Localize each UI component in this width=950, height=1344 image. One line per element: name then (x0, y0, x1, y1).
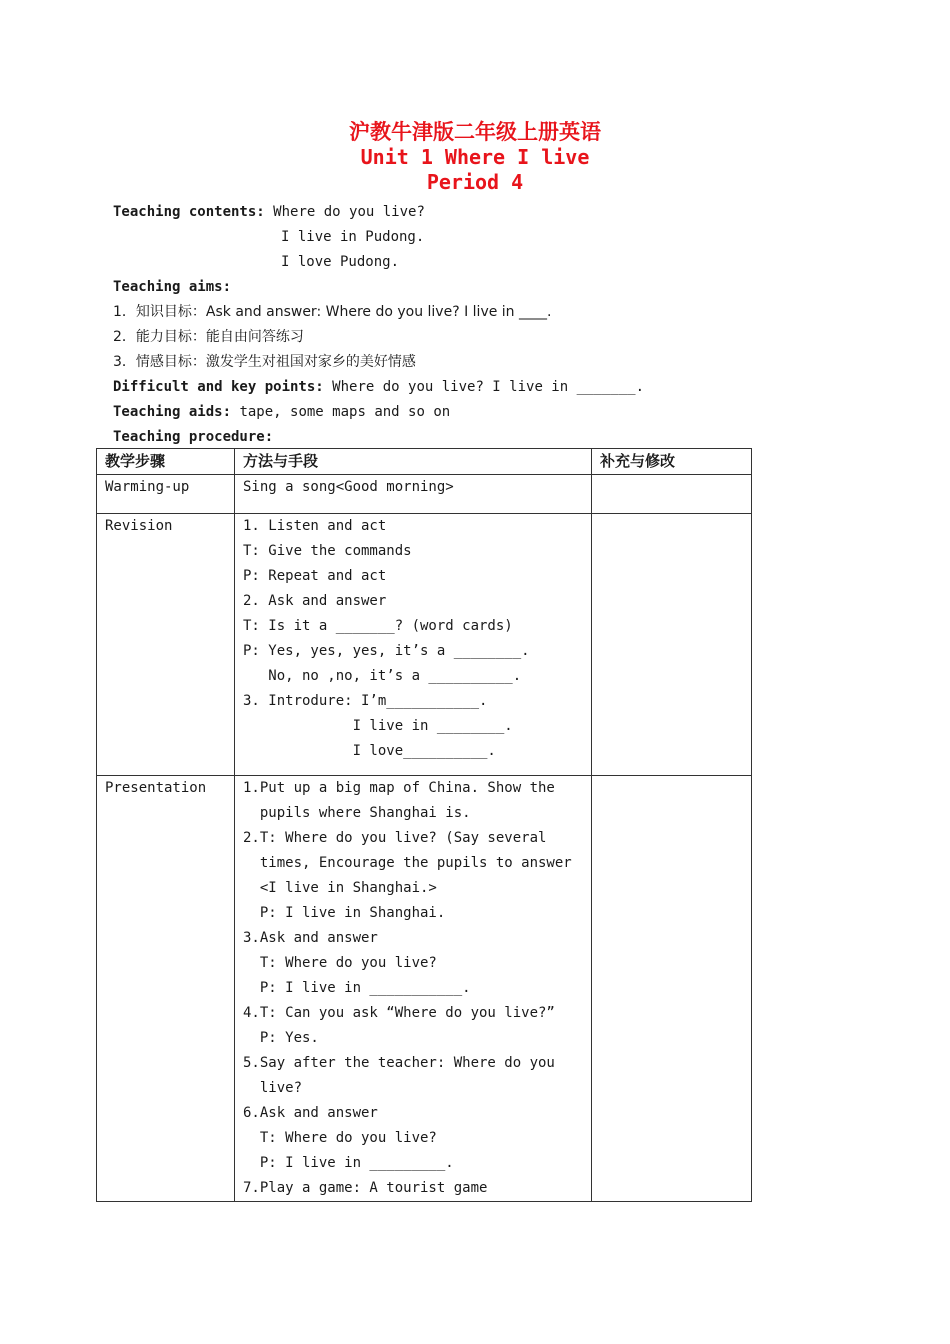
step-cell (97, 514, 235, 776)
table-row-warming-up (97, 475, 752, 514)
step-name: Warming-up (105, 479, 190, 495)
method-line: times, Encourage the pupils to answer (243, 855, 572, 871)
notes-cell (592, 475, 752, 514)
header-step: 教学步骤 (97, 449, 235, 475)
method-line: <I live in Shanghai.> (243, 880, 437, 896)
method-line: 2. Ask and answer (243, 593, 387, 609)
teaching-aim-3: 3．情感目标：激发学生对祖国对家乡的美好情感 (113, 354, 416, 370)
method-line: P: Yes, yes, yes, it’s a ________. (243, 643, 530, 659)
method-line: No, no ,no, it’s a __________. (243, 668, 522, 684)
table-row-revision (97, 514, 752, 776)
notes-cell (592, 776, 752, 1202)
teaching-aids-line (113, 400, 773, 425)
step-cell (97, 776, 235, 1202)
method-line: P: Repeat and act (243, 568, 387, 584)
method-line: Sing a song<Good morning> (243, 479, 454, 495)
method-cell (235, 514, 592, 776)
method-line: 5.Say after the teacher: Where do you (243, 1055, 555, 1071)
teaching-contents-2: I live in Pudong. (281, 229, 425, 245)
difficult-points-label: Difficult and key points: (113, 379, 324, 395)
method-line: I live in ________. (243, 718, 513, 734)
method-line: 3.Ask and answer (243, 930, 378, 946)
title-period: Period 4 (426, 170, 524, 194)
method-line: P: Yes. (243, 1030, 319, 1046)
teaching-aim-1: 1．知识目标：Ask and answer: Where do you live? I live in ____. (113, 304, 552, 320)
method-line: live? (243, 1080, 303, 1096)
method-cell (235, 475, 592, 514)
method-line: P: I live in ___________. (243, 980, 471, 996)
teaching-contents-1: Where do you live? (273, 204, 425, 220)
method-line: T: Where do you live? (243, 955, 437, 971)
step-cell (97, 475, 235, 514)
method-cell (235, 776, 592, 1202)
method-line: 6.Ask and answer (243, 1105, 378, 1121)
method-line: T: Is it a _______? (word cards) (243, 618, 513, 634)
notes-cell (592, 514, 752, 776)
method-line: P: I live in _________. (243, 1155, 454, 1171)
document-title (0, 120, 950, 195)
difficult-points-text: Where do you live? I live in _______. (332, 379, 645, 395)
method-line: 4.T: Can you ask “Where do you live?” (243, 1005, 555, 1021)
title-unit: Unit 1 Where I live (360, 145, 590, 169)
header-method: 方法与手段 (235, 449, 592, 475)
teaching-aims-label: Teaching aims: (113, 279, 232, 295)
table-row-presentation (97, 776, 752, 1202)
header-notes: 补充与修改 (592, 449, 752, 475)
method-line: 1.Put up a big map of China. Show the (243, 780, 555, 796)
method-line: pupils where Shanghai is. (243, 805, 471, 821)
teaching-aids-label: Teaching aids: (113, 404, 232, 420)
teaching-contents-line (113, 200, 773, 225)
method-line: T: Give the commands (243, 543, 412, 559)
teaching-aim-2: 2．能力目标：能自由问答练习 (113, 329, 304, 345)
method-line: P: I live in Shanghai. (243, 905, 446, 921)
title-chinese: 沪教牛津版二年级上册英语 (349, 120, 601, 144)
teaching-contents-label: Teaching contents: (113, 204, 265, 220)
step-name: Presentation (105, 780, 207, 796)
procedure-table (96, 448, 752, 1202)
teaching-contents-3: I love Pudong. (281, 254, 400, 270)
method-line: 1. Listen and act (243, 518, 387, 534)
procedure-label: Teaching procedure: (113, 429, 274, 445)
difficult-points-line (113, 375, 773, 400)
method-line: 7.Play a game: A tourist game (243, 1180, 488, 1196)
teaching-aids-text: tape, some maps and so on (239, 404, 451, 420)
step-name: Revision (105, 518, 173, 534)
table-header-row (97, 449, 752, 475)
method-line: 3. Introdure: I’m___________. (243, 693, 488, 709)
method-line: I love__________. (243, 743, 496, 759)
method-line: T: Where do you live? (243, 1130, 437, 1146)
lesson-overview (113, 200, 773, 450)
method-line: 2.T: Where do you live? (Say several (243, 830, 547, 846)
